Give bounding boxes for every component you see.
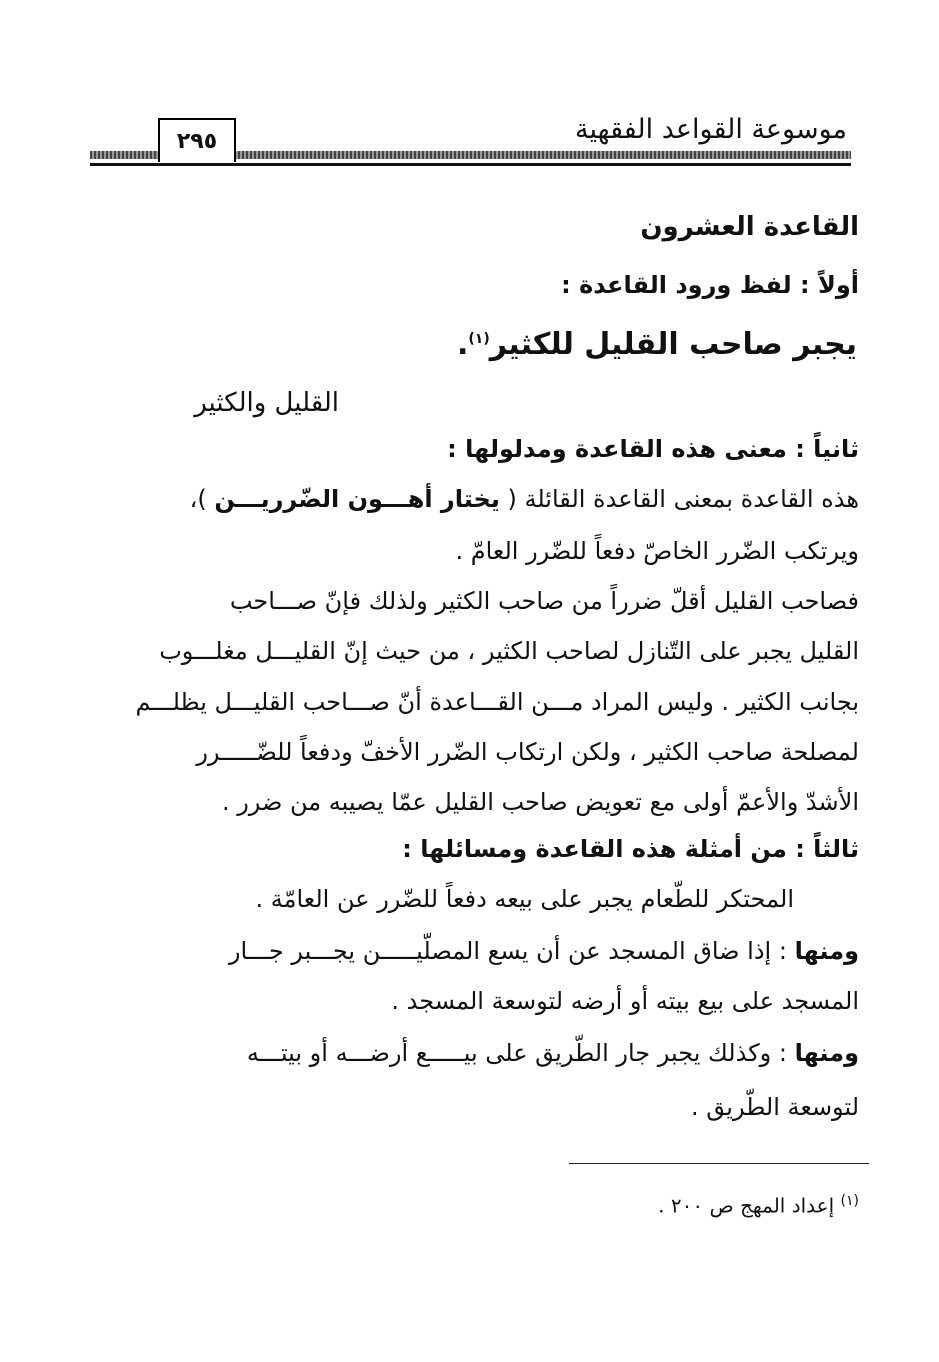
footnote-rule [569, 1163, 869, 1164]
section2-line-2: ويرتكب الضّرر الخاصّ دفعاً للضّرر العامّ . [455, 537, 859, 565]
rule-statement-text: يجبر صاحب القليل للكثير [489, 327, 857, 362]
section2-line-1 [190, 482, 859, 516]
section3-line-2 [229, 934, 859, 968]
section2-heading: ثانياً : معنى هذه القاعدة ومدلولها : [447, 435, 859, 463]
subtitle: القليل والكثير [194, 388, 339, 418]
section2-line-1-tail: )، [189, 485, 215, 513]
section3-line-5: لتوسعة الطّريق . [691, 1093, 859, 1121]
rule-heading: القاعدة العشرون [640, 212, 859, 242]
section1-heading: أولاً : لفظ ورود القاعدة : [561, 271, 859, 299]
footnote-marker: (١) [840, 1193, 859, 1209]
footnote [658, 1184, 859, 1223]
section3-line-3: المسجد على بيع بيته أو أرضه لتوسعة المسجد . [391, 987, 859, 1015]
section2-line-7: الأشدّ والأعمّ أولى مع تعويض صاحب القليل عمّا يصيبه من ضرر . [221, 788, 859, 816]
footnote-ref: (١) [468, 331, 490, 347]
footnote-text: إعداد المهج ص ٢٠٠ . [658, 1193, 835, 1218]
running-title: موسوعة القواعد الفقهية [575, 114, 847, 145]
section2-line-6: لمصلحة صاحب الكثير ، ولكن ارتكاب الضّرر الأخفّ ودفعاً للضّـــــرر [196, 738, 859, 766]
example-label: ومنها [794, 937, 859, 965]
section2-line-4: القليل يجبر على التّنازل لصاحب الكثير ، من حيث إنّ القليـــل مغلـــوب [159, 637, 859, 665]
rule-statement-end: . [456, 327, 469, 362]
header-rule-thin [90, 163, 851, 166]
section3-line-4 [247, 1036, 859, 1070]
page-number-text: ٢٩٥ [176, 128, 218, 154]
section3-line-4-text: : وكذلك يجبر جار الطّريق على بيـــــع أرضـــه أو بيتـــه [246, 1039, 795, 1067]
section2-line-3: فصاحب القليل أقلّ ضرراً من صاحب الكثير ولذلك فإنّ صـــاحب [229, 587, 859, 615]
section3-line-1: المحتكر للطّعام يجبر على بيعه دفعاً للضّرر عن العامّة . [255, 885, 794, 913]
example-label: ومنها [794, 1039, 859, 1067]
section2-line-1-text: هذه القاعدة بمعنى القاعدة القائلة ( [499, 485, 859, 513]
section2-line-5: بجانب الكثير . وليس المراد مـــن القـــاعدة أنّ صـــاحب القليـــل يظلـــم [135, 688, 859, 716]
rule-statement [457, 322, 857, 362]
section3-line-2-text: : إذا ضاق المسجد عن أن يسع المصلّيـــــن يجـــبر جـــار [228, 937, 795, 965]
section2-line-1-bold: يختار أهـــون الضّرريـــن [214, 485, 500, 513]
page-number [158, 118, 236, 162]
section3-heading: ثالثاً : من أمثلة هذه القاعدة ومسائلها : [402, 835, 859, 863]
